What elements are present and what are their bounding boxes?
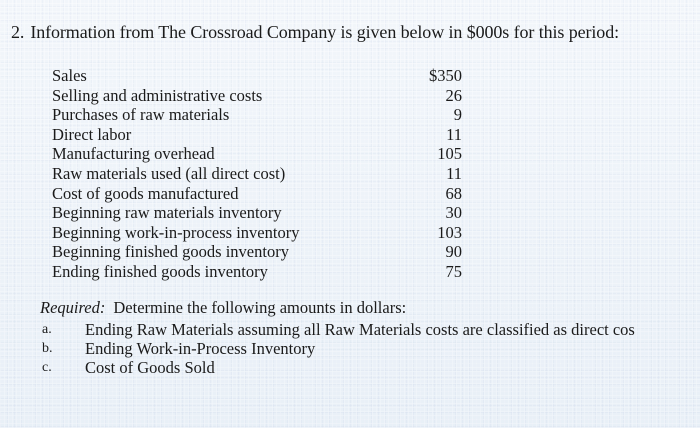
item-label: Manufacturing overhead [52, 144, 215, 164]
list-item [52, 184, 462, 204]
list-item [52, 223, 462, 243]
list-item [52, 105, 462, 125]
financial-items-list [52, 66, 462, 282]
item-value: 103 [437, 222, 462, 242]
item-value: 30 [445, 203, 462, 223]
item-value: 9 [453, 105, 462, 125]
item-value: 75 [445, 261, 462, 281]
item-label: Beginning finished goods inventory [52, 242, 289, 262]
required-instruction [40, 298, 406, 318]
item-value: 26 [445, 85, 462, 105]
list-item [52, 144, 462, 164]
item-value: 105 [437, 144, 462, 164]
list-item [52, 242, 462, 262]
item-label: Selling and administrative costs [52, 85, 263, 105]
task-text: Ending Raw Materials assuming all Raw Materials costs are classified as direct cos [85, 320, 635, 339]
list-item [52, 66, 462, 86]
item-label: Ending finished goods inventory [52, 261, 268, 281]
task-item [42, 320, 642, 340]
question-number: 2. [11, 22, 25, 42]
item-label: Cost of goods manufactured [52, 183, 239, 203]
item-value: 90 [445, 242, 462, 262]
task-item [42, 339, 642, 359]
task-letter: c. [42, 360, 52, 375]
question-text: Information from The Crossroad Company is given below in $000s for this period: [30, 22, 619, 42]
item-value: $350 [429, 66, 462, 85]
list-item [52, 86, 462, 106]
item-label: Direct labor [52, 124, 132, 144]
item-value: 11 [446, 163, 462, 183]
task-letter: b. [42, 341, 53, 356]
task-text: Ending Work-in-Process Inventory [85, 339, 316, 358]
item-value: 68 [445, 183, 462, 203]
item-label: Raw materials used (all direct cost) [52, 163, 286, 183]
task-text: Cost of Goods Sold [85, 358, 215, 377]
item-label: Purchases of raw materials [52, 105, 230, 125]
item-label: Sales [52, 66, 87, 85]
list-item [52, 262, 462, 282]
list-item [52, 203, 462, 223]
item-value: 11 [446, 124, 462, 144]
task-item [42, 358, 642, 378]
list-item [52, 164, 462, 184]
required-text: Determine the following amounts in dollars: [113, 298, 407, 317]
required-label: Required: [40, 298, 106, 317]
list-item [52, 125, 462, 145]
question-heading [11, 22, 619, 43]
task-letter: a. [42, 322, 52, 337]
item-label: Beginning work-in-process inventory [52, 222, 300, 242]
item-label: Beginning raw materials inventory [52, 203, 282, 223]
